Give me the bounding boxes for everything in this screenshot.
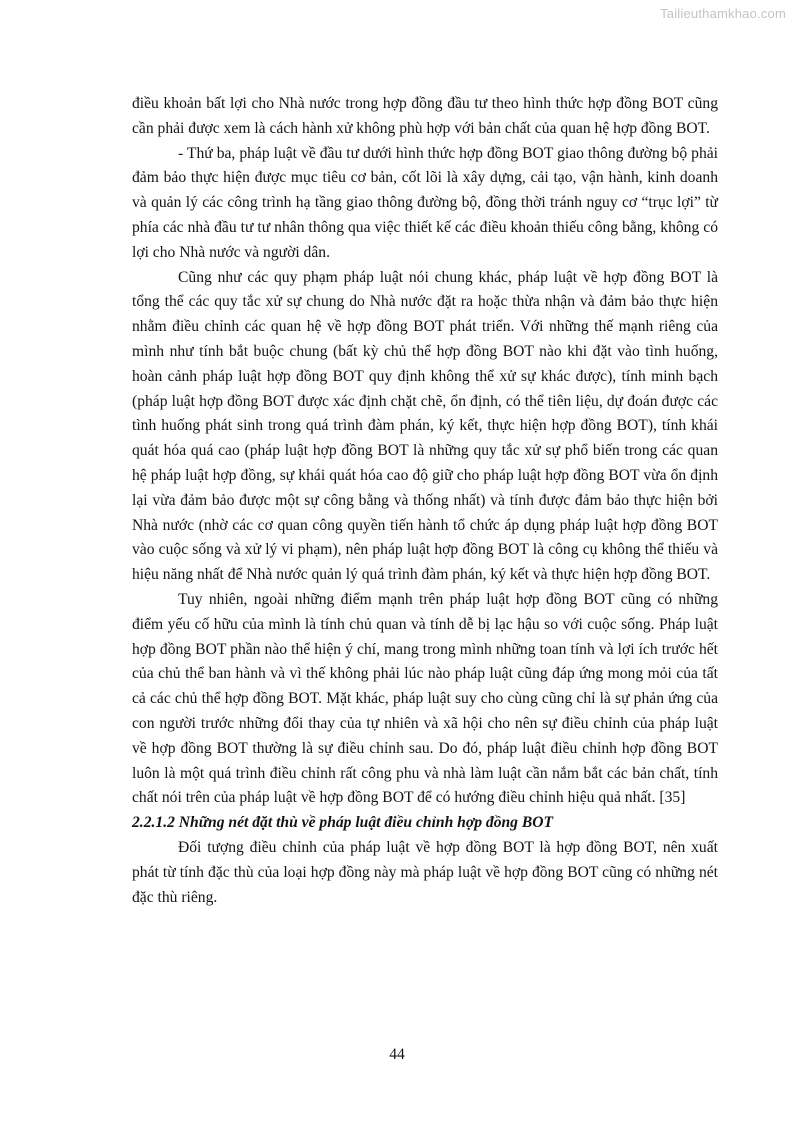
paragraph-bot-law-strengths: Cũng như các quy phạm pháp luật nói chung khác, pháp luật về hợp đồng BOT là tổng thể các quy tắc xử sự chung do Nhà nước đặt ra hoặc thừa nhận và đảm bảo thực hiện nhằm điều chỉnh các quan hệ về hợp đồng BOT phát triển. Với những thế mạnh riêng của mình như tính bắt buộc chung (bất kỳ chủ thể hợp đồng BOT nào khi đặt vào tình huống, hoàn cảnh pháp luật hợp đồng BOT quy định không thể xử sự khác được), tính minh bạch (pháp luật hợp đồng BOT được xác định chặt chẽ, ổn định, có thể tiên liệu, dự đoán được các tình huống phát sinh trong quá trình đàm phán, ký kết, thực hiện hợp đồng BOT), tính khái quát hóa quá cao (pháp luật hợp đồng BOT là những quy tắc xử sự phổ biến trong các quan hệ pháp luật hợp đồng, sự khái quát hóa cao độ giữ cho pháp luật hợp đồng BOT vừa ổn định lại vừa đảm bảo được một sự công bằng và thống nhất) và tính được đảm bảo thực hiện bởi Nhà nước (nhờ các cơ quan công quyền tiến hành tổ chức áp dụng pháp luật hợp đồng BOT vào cuộc sống và xử lý vi phạm), nên pháp luật hợp đồng BOT là công cụ không thể thiếu và hiệu năng nhất để Nhà nước quản lý quá trình đàm phán, ký kết và thực hiện hợp đồng BOT. (132, 268, 718, 584)
section-heading: 2.2.1.2 Những nét đặt thù về pháp luật điều chỉnh hợp đồng BOT (132, 814, 554, 832)
paragraph-bot-law-weaknesses: Tuy nhiên, ngoài những điểm mạnh trên pháp luật hợp đồng BOT cũng có những điểm yếu cố hữu của mình là tính chủ quan và tính dễ bị lạc hậu so với cuộc sống. Pháp luật hợp đồng BOT phần nào thể hiện ý chí, mang trong mình những toan tính và lợi ích trước hết của chủ thể ban hành và vì thế không phải lúc nào pháp luật cũng đáp ứng mong mỏi của tất cả các chủ thể hợp đồng BOT. Mặt khác, pháp luật suy cho cùng cũng chỉ là sự phản ứng của con người trước những đổi thay của tự nhiên và xã hội cho nên sự điều chỉnh của pháp luật về hợp đồng BOT thường là sự điều chỉnh sau. Do đó, pháp luật điều chỉnh hợp đồng BOT luôn là một quá trình điều chỉnh rất công phu và nhà làm luật cần nắm bắt các bản chất, tính chất nói trên của pháp luật về hợp đồng BOT để có hướng điều chỉnh hiệu quả nhất. [35] (132, 590, 718, 807)
page-body (132, 92, 718, 910)
paragraph-specific-features: Đối tượng điều chỉnh của pháp luật về hợp đồng BOT là hợp đồng BOT, nên xuất phát từ tính đặc thù của loại hợp đồng này mà pháp luật về hợp đồng BOT cũng có những nét đặc thù riêng. (132, 838, 718, 906)
watermark: Tailieuthamkhao.com (660, 6, 786, 21)
paragraph-third-point: - Thứ ba, pháp luật về đầu tư dưới hình thức hợp đồng BOT giao thông đường bộ phải đảm bảo thực hiện được mục tiêu cơ bản, cốt lõi là xây dựng, cải tạo, vận hành, kinh doanh và quản lý các công trình hạ tầng giao thông đường bộ, đồng thời tránh nguy cơ “trục lợi” từ phía các nhà đầu tư tư nhân thông qua việc thiết kế các điều khoản thiếu công bằng, không có lợi cho Nhà nước và người dân. (132, 144, 718, 261)
paragraph-continuation: điều khoản bất lợi cho Nhà nước trong hợp đồng đầu tư theo hình thức hợp đồng BOT cũng cần phải được xem là cách hành xử không phù hợp với bản chất của quan hệ hợp đồng BOT. (132, 95, 718, 137)
page-number: 44 (389, 1046, 405, 1063)
